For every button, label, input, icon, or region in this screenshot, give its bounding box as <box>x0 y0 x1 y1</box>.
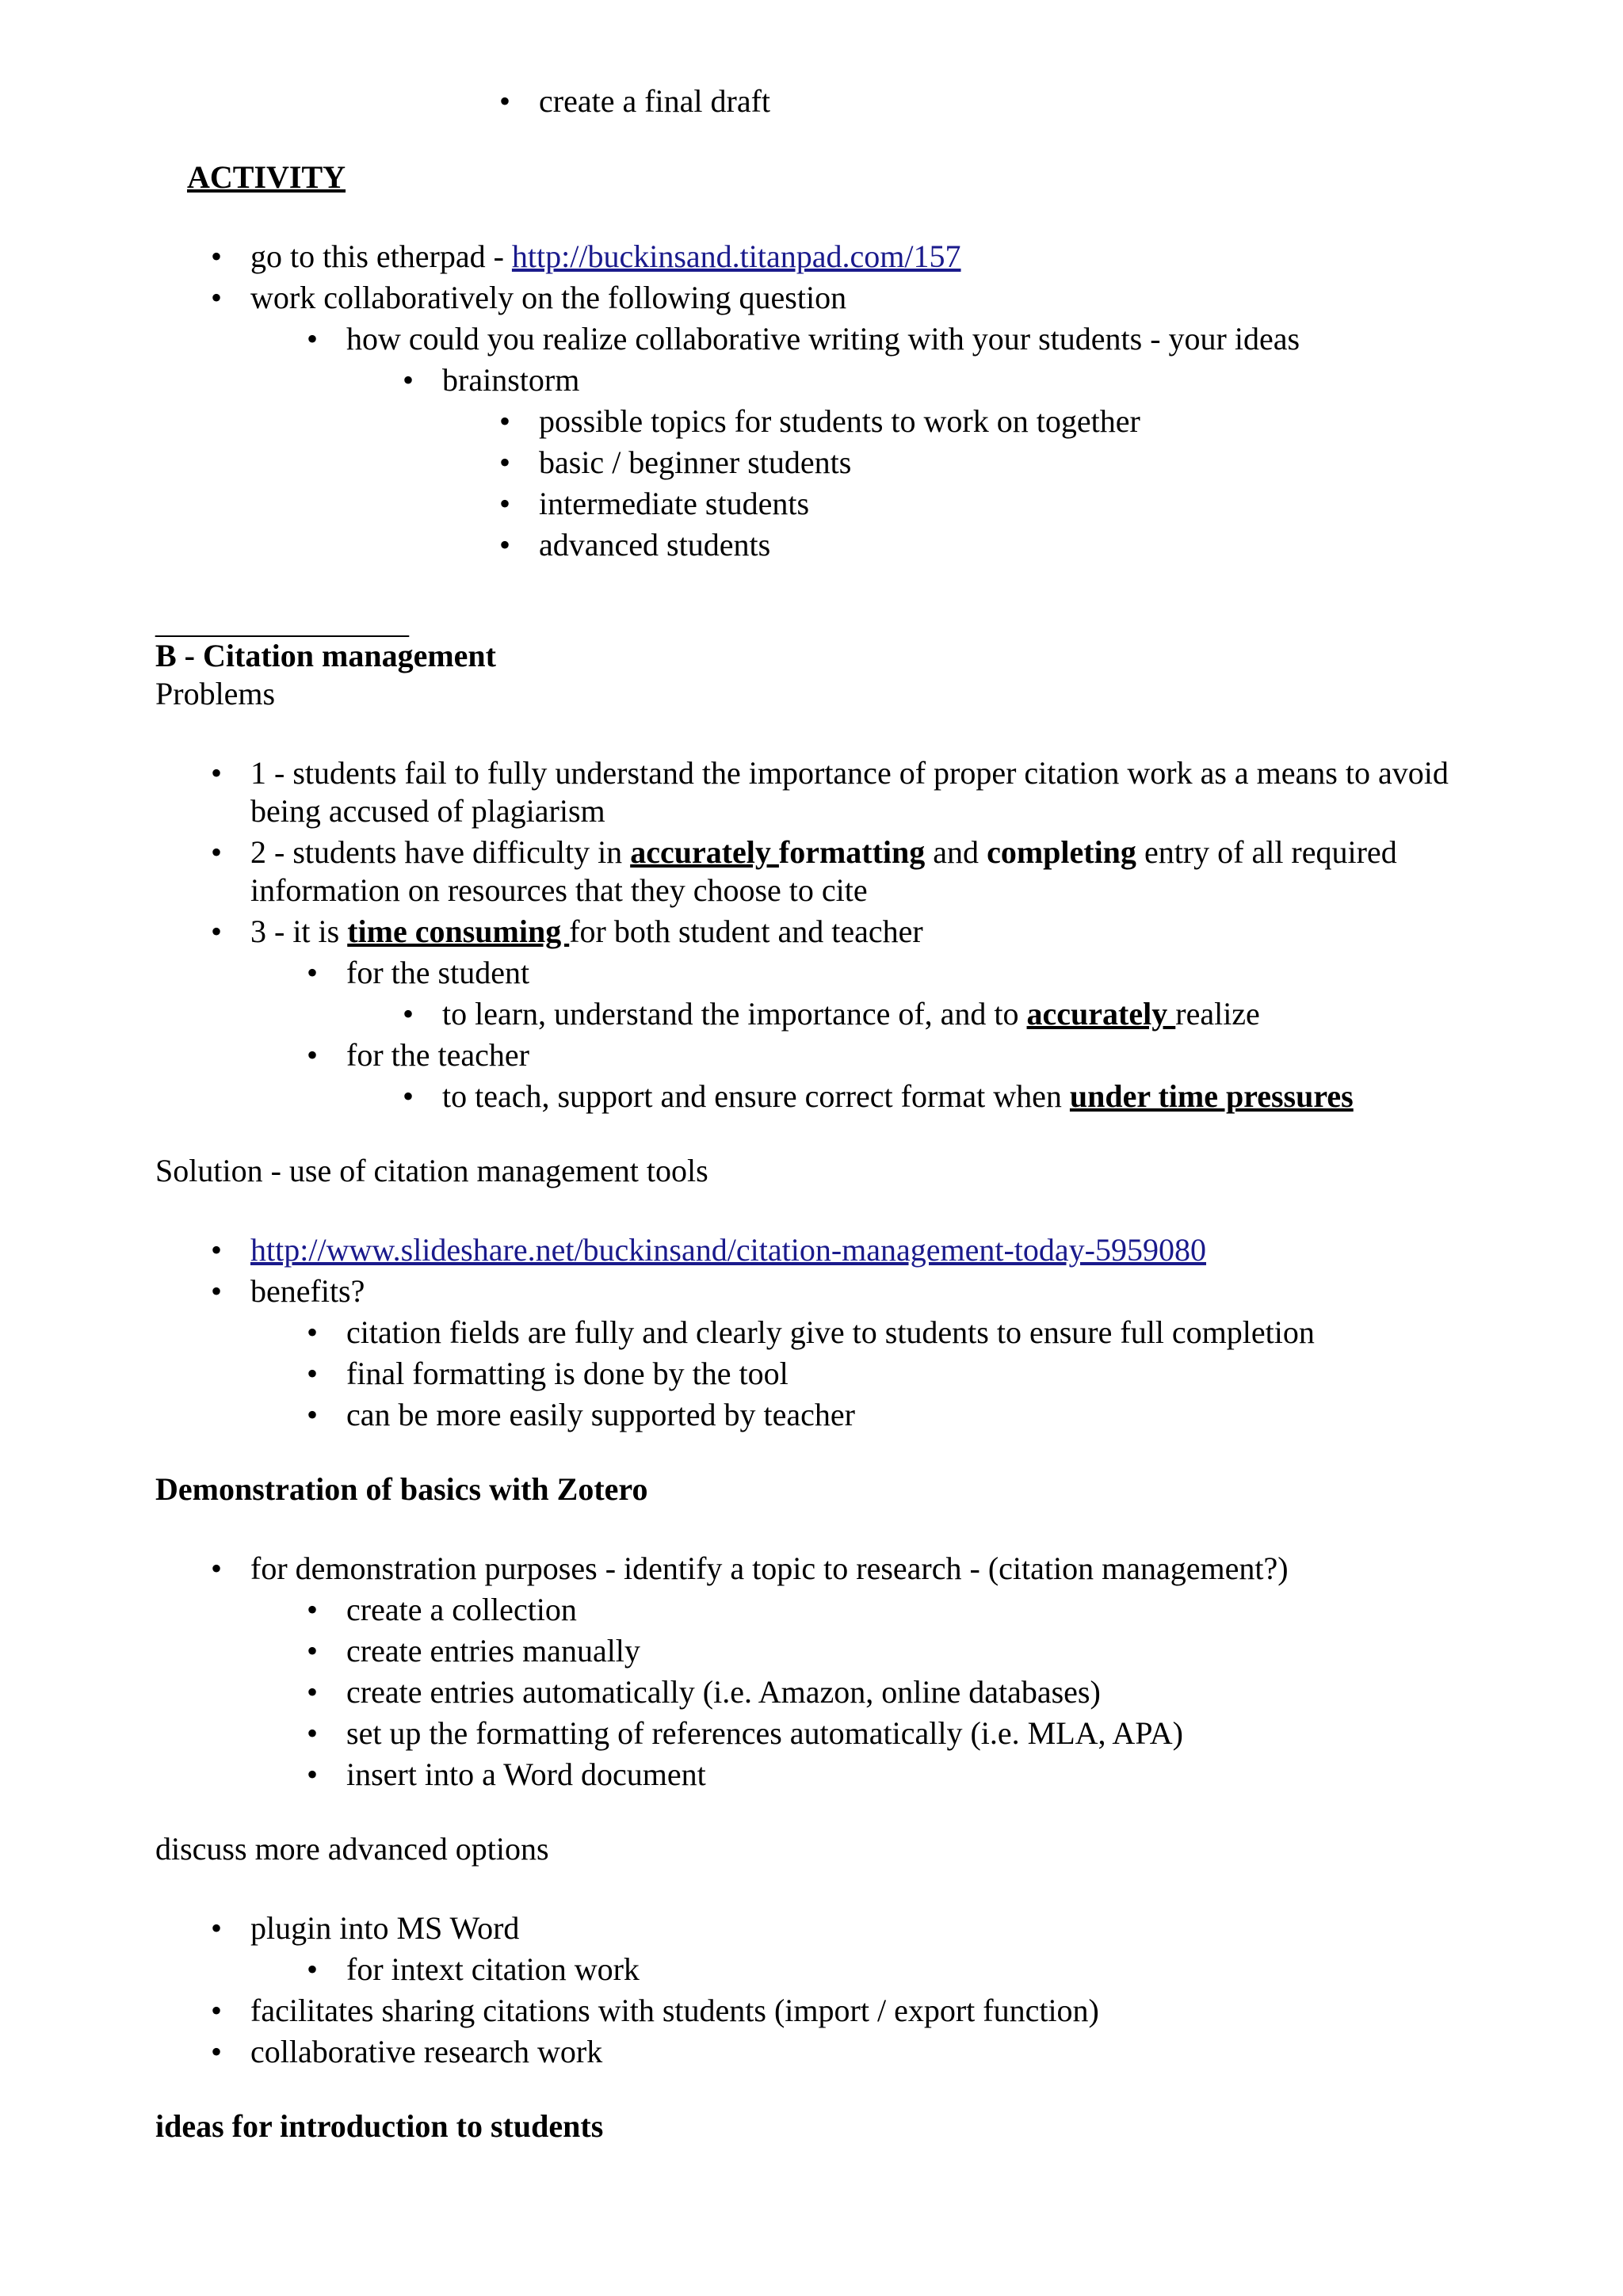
list-item-text: basic / beginner students <box>539 444 852 480</box>
list-item <box>250 1990 1099 2031</box>
emphasis: accurately <box>630 834 779 870</box>
list-item-text: brainstorm <box>442 362 580 398</box>
list-item <box>346 1672 1101 1713</box>
list-item-text: create entries manually <box>346 1633 640 1669</box>
emphasis: accurately <box>1026 996 1176 1032</box>
list-item-text: final formatting is done by the tool <box>346 1356 789 1391</box>
list-item-text: for intext citation work <box>346 1951 640 1987</box>
list-item <box>442 360 579 401</box>
list-item <box>346 1312 1315 1353</box>
text-run: entry of all required <box>1136 834 1397 870</box>
list-item-text: possible topics for students to work on together <box>539 403 1140 439</box>
list-item-text: go to this etherpad - <box>250 238 512 274</box>
list-item-text: for demonstration purposes - identify a topic to research - (citation management?) <box>250 1550 1289 1586</box>
list-item <box>250 1271 365 1312</box>
text-run: and <box>925 834 987 870</box>
list-item-text: create entries automatically (i.e. Amazon, online databases) <box>346 1674 1101 1710</box>
list-item-text: advanced students <box>539 527 771 563</box>
text-run: to teach, support and ensure correct format when <box>442 1078 1070 1114</box>
list-item-text: citation fields are fully and clearly give to students to ensure full completion <box>346 1314 1315 1350</box>
section-heading: ideas for introduction to students <box>155 2108 604 2144</box>
list-item <box>442 994 1260 1035</box>
list-item <box>346 1589 577 1630</box>
text-run: for both student and teacher <box>569 913 923 949</box>
text-run: realize <box>1175 996 1260 1032</box>
list-item-text: how could you realize collaborative writing with your students - your ideas <box>346 321 1300 357</box>
text-run: to learn, understand the importance of, and to <box>442 996 1027 1032</box>
list-item <box>346 1035 529 1076</box>
slideshare-link[interactable]: http://www.slideshare.net/buckinsand/citation-management-today-5959080 <box>250 1232 1206 1268</box>
list-item <box>250 753 1449 794</box>
advanced-label: discuss more advanced options <box>155 1831 549 1867</box>
list-item <box>539 81 770 122</box>
list-item-continuation: information on resources that they choose to cite <box>250 872 868 908</box>
list-item <box>346 1713 1183 1754</box>
list-item-text: benefits? <box>250 1273 365 1309</box>
list-item-text: for the teacher <box>346 1037 529 1073</box>
section-heading: Demonstration of basics with Zotero <box>155 1471 648 1507</box>
list-item-text: for the student <box>346 955 530 990</box>
list-item-text: can be more easily supported by teacher <box>346 1397 855 1432</box>
section-heading: B - Citation management <box>155 638 496 673</box>
list-item <box>346 1754 706 1795</box>
list-item <box>442 1076 1354 1117</box>
list-item <box>346 952 529 994</box>
list-item <box>346 1630 640 1672</box>
emphasis: completing <box>987 834 1136 870</box>
list-item <box>250 236 961 277</box>
list-item <box>539 442 851 483</box>
list-item-text: create a final draft <box>539 83 771 119</box>
list-item <box>250 1230 1206 1271</box>
list-item-text: collaborative research work <box>250 2034 603 2069</box>
list-item-text: create a collection <box>346 1592 577 1627</box>
text-run: 3 - it is <box>250 913 348 949</box>
list-item <box>250 832 1397 873</box>
emphasis: under time pressures <box>1069 1078 1354 1114</box>
list-item <box>346 1394 855 1436</box>
list-item-text: insert into a Word document <box>346 1756 706 1792</box>
list-item <box>539 524 770 566</box>
list-item <box>346 318 1300 360</box>
text-run: 2 - students have difficulty in <box>250 834 631 870</box>
list-item <box>250 1908 519 1949</box>
list-item <box>250 911 923 952</box>
solution-label: Solution - use of citation management tools <box>155 1153 708 1188</box>
list-item-text: plugin into MS Word <box>250 1910 520 1946</box>
list-item-text: 1 - students fail to fully understand the importance of proper citation work as a means to avoid <box>250 755 1449 791</box>
list-item <box>346 1949 640 1990</box>
list-item <box>250 2031 602 2073</box>
list-item-continuation: being accused of plagiarism <box>250 793 605 829</box>
list-item <box>250 1548 1289 1589</box>
problems-label: Problems <box>155 676 276 711</box>
section-divider: ________________ <box>155 605 409 640</box>
list-item-text: work collaboratively on the following question <box>250 280 847 315</box>
activity-heading: ACTIVITY <box>187 159 346 195</box>
emphasis: formatting <box>778 834 926 870</box>
list-item-text: set up the formatting of references automatically (i.e. MLA, APA) <box>346 1715 1183 1751</box>
etherpad-link[interactable]: http://buckinsand.titanpad.com/157 <box>511 238 961 274</box>
list-item <box>539 483 809 524</box>
list-item <box>539 401 1140 442</box>
list-item <box>250 277 846 318</box>
list-item <box>346 1353 789 1394</box>
emphasis: time consuming <box>347 913 570 949</box>
list-item-text: intermediate students <box>539 486 810 521</box>
list-item-text: facilitates sharing citations with students (import / export function) <box>250 1993 1099 2028</box>
